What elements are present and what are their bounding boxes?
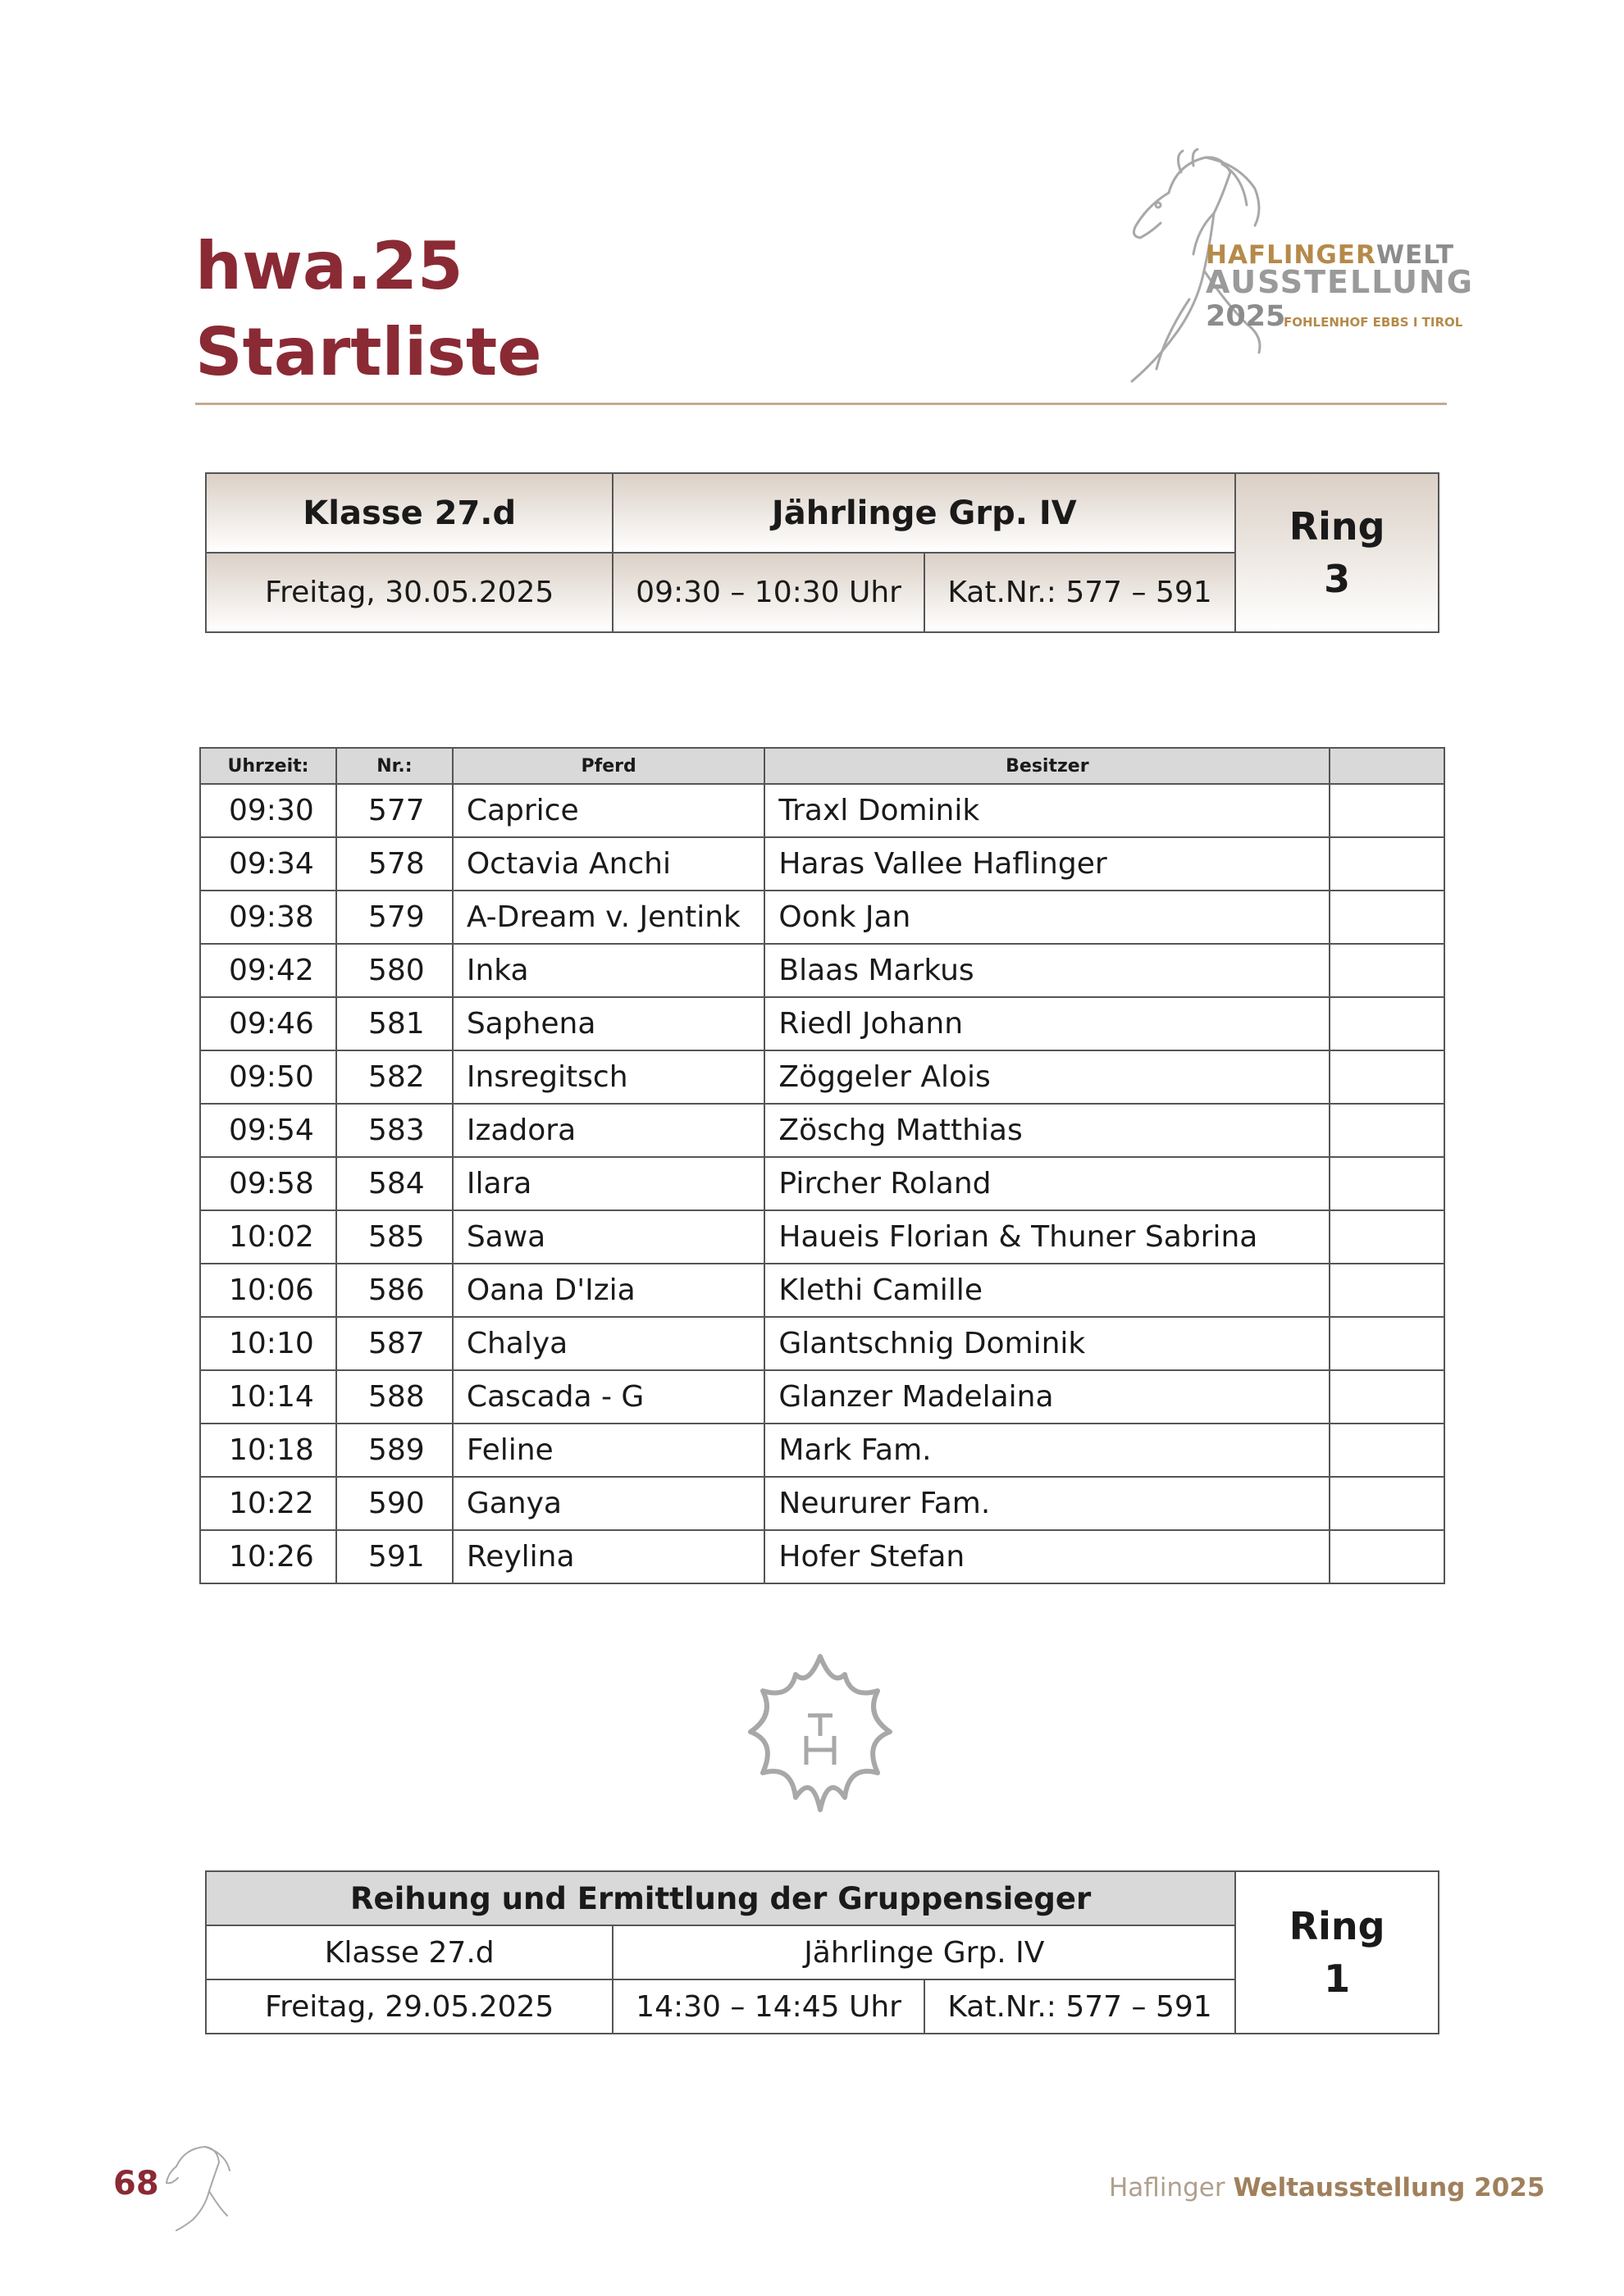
cell-time: 09:58 (200, 1157, 336, 1210)
cell-horse: Saphena (453, 997, 765, 1050)
cell-blank (1330, 891, 1444, 944)
cell-time: 10:06 (200, 1264, 336, 1317)
class-date: Freitag, 30.05.2025 (206, 553, 613, 632)
cell-owner: Oonk Jan (764, 891, 1330, 944)
cell-owner: Glanzer Madelaina (764, 1370, 1330, 1424)
ring-label: Ring (1289, 503, 1385, 549)
cell-owner: Mark Fam. (764, 1424, 1330, 1477)
class-catalog-range: Kat.Nr.: 577 – 591 (924, 553, 1235, 632)
cell-nr: 590 (336, 1477, 453, 1530)
cell-horse: Inka (453, 944, 765, 997)
cell-blank (1330, 1477, 1444, 1530)
group-winner-catalog-range: Kat.Nr.: 577 – 591 (924, 1979, 1235, 2034)
column-header-blank (1330, 748, 1444, 784)
cell-owner: Hofer Stefan (764, 1530, 1330, 1583)
group-winner-group: Jährlinge Grp. IV (613, 1925, 1235, 1979)
table-row (200, 1477, 1444, 1530)
cell-owner: Klethi Camille (764, 1264, 1330, 1317)
group-winner-table (205, 1870, 1439, 2034)
ring-cell (1235, 473, 1439, 632)
cell-owner: Glantschnig Dominik (764, 1317, 1330, 1370)
cell-blank (1330, 944, 1444, 997)
table-header-row (200, 748, 1444, 784)
cell-blank (1330, 1157, 1444, 1210)
page-subtitle: Startliste (195, 314, 542, 390)
cell-horse: Caprice (453, 784, 765, 837)
cell-blank (1330, 1050, 1444, 1104)
cell-nr: 587 (336, 1317, 453, 1370)
cell-horse: Octavia Anchi (453, 837, 765, 891)
cell-nr: 579 (336, 891, 453, 944)
footer-horse-icon (160, 2142, 234, 2232)
table-row (200, 1104, 1444, 1157)
cell-time: 10:26 (200, 1530, 336, 1583)
table-row (200, 837, 1444, 891)
cell-owner: Blaas Markus (764, 944, 1330, 997)
title-divider (195, 403, 1447, 405)
footer-brand (1109, 2173, 1544, 2203)
cell-horse: Ilara (453, 1157, 765, 1210)
cell-owner: Traxl Dominik (764, 784, 1330, 837)
cell-horse: Sawa (453, 1210, 765, 1264)
cell-horse: Ganya (453, 1477, 765, 1530)
table-row (200, 1050, 1444, 1104)
table-row (200, 891, 1444, 944)
cell-horse: Cascada - G (453, 1370, 765, 1424)
cell-nr: 584 (336, 1157, 453, 1210)
cell-time: 09:38 (200, 891, 336, 944)
cell-time: 10:14 (200, 1370, 336, 1424)
logo-year: 2025 (1206, 300, 1286, 333)
table-row (200, 1530, 1444, 1583)
group-winner-time: 14:30 – 14:45 Uhr (613, 1979, 924, 2034)
table-row (200, 1157, 1444, 1210)
cell-nr: 581 (336, 997, 453, 1050)
table-row (200, 1424, 1444, 1477)
cell-time: 10:18 (200, 1424, 336, 1477)
cell-horse: Insregitsch (453, 1050, 765, 1104)
cell-owner: Haras Vallee Haflinger (764, 837, 1330, 891)
cell-nr: 583 (336, 1104, 453, 1157)
cell-time: 09:30 (200, 784, 336, 837)
cell-time: 09:50 (200, 1050, 336, 1104)
class-group: Jährlinge Grp. IV (613, 473, 1235, 553)
class-number: Klasse 27.d (206, 473, 613, 553)
ring-number-bottom: 1 (1324, 1957, 1351, 2001)
cell-time: 09:54 (200, 1104, 336, 1157)
cell-nr: 580 (336, 944, 453, 997)
cell-horse: Reylina (453, 1530, 765, 1583)
footer-brand-light: Haflinger (1109, 2173, 1225, 2203)
cell-blank (1330, 997, 1444, 1050)
class-info-table (205, 472, 1439, 633)
cell-blank (1330, 1264, 1444, 1317)
column-header-time: Uhrzeit: (200, 748, 336, 784)
cell-blank (1330, 1104, 1444, 1157)
group-winner-title: Reihung und Ermittlung der Gruppensieger (206, 1871, 1235, 1925)
table-row (200, 1317, 1444, 1370)
logo-text-line1: HAFLINGERWELT (1206, 240, 1454, 270)
table-row (200, 784, 1444, 837)
cell-blank (1330, 1370, 1444, 1424)
page-number: 68 (113, 2165, 159, 2203)
group-winner-class: Klasse 27.d (206, 1925, 613, 1979)
cell-blank (1330, 1530, 1444, 1583)
ring-label-bottom: Ring (1289, 1903, 1385, 1948)
cell-nr: 588 (336, 1370, 453, 1424)
column-header-horse: Pferd (453, 748, 765, 784)
logo-location: FOHLENHOF EBBS I TIROL (1284, 315, 1463, 330)
cell-owner: Neururer Fam. (764, 1477, 1330, 1530)
column-header-nr: Nr.: (336, 748, 453, 784)
cell-blank (1330, 1317, 1444, 1370)
cell-blank (1330, 1424, 1444, 1477)
column-header-owner: Besitzer (764, 748, 1330, 784)
cell-time: 10:22 (200, 1477, 336, 1530)
cell-horse: Feline (453, 1424, 765, 1477)
cell-owner: Haueis Florian & Thuner Sabrina (764, 1210, 1330, 1264)
cell-owner: Riedl Johann (764, 997, 1330, 1050)
cell-horse: Oana D'Izia (453, 1264, 765, 1317)
cell-owner: Zöschg Matthias (764, 1104, 1330, 1157)
cell-owner: Pircher Roland (764, 1157, 1330, 1210)
cell-nr: 578 (336, 837, 453, 891)
table-row (200, 944, 1444, 997)
table-row (200, 1370, 1444, 1424)
cell-time: 10:02 (200, 1210, 336, 1264)
cell-nr: 586 (336, 1264, 453, 1317)
cell-time: 10:10 (200, 1317, 336, 1370)
page-title: hwa.25 (195, 228, 463, 304)
cell-nr: 585 (336, 1210, 453, 1264)
cell-time: 09:42 (200, 944, 336, 997)
table-row (200, 1264, 1444, 1317)
class-time: 09:30 – 10:30 Uhr (613, 553, 924, 632)
cell-time: 09:34 (200, 837, 336, 891)
cell-blank (1330, 784, 1444, 837)
cell-horse: A-Dream v. Jentink (453, 891, 765, 944)
cell-nr: 577 (336, 784, 453, 837)
ring-number: 3 (1324, 557, 1351, 601)
cell-nr: 582 (336, 1050, 453, 1104)
footer-brand-bold: Weltausstellung 2025 (1233, 2173, 1545, 2203)
cell-time: 09:46 (200, 997, 336, 1050)
ring-cell-bottom (1235, 1871, 1439, 2034)
cell-horse: Izadora (453, 1104, 765, 1157)
start-list-table (199, 747, 1445, 1584)
table-row (200, 1210, 1444, 1264)
group-winner-date: Freitag, 29.05.2025 (206, 1979, 613, 2034)
cell-owner: Zöggeler Alois (764, 1050, 1330, 1104)
cell-horse: Chalya (453, 1317, 765, 1370)
table-row (200, 997, 1444, 1050)
logo-text-line2: AUSSTELLUNG (1206, 264, 1474, 300)
cell-blank (1330, 837, 1444, 891)
cell-blank (1330, 1210, 1444, 1264)
edelweiss-emblem-icon (742, 1650, 898, 1814)
cell-nr: 589 (336, 1424, 453, 1477)
cell-nr: 591 (336, 1530, 453, 1583)
